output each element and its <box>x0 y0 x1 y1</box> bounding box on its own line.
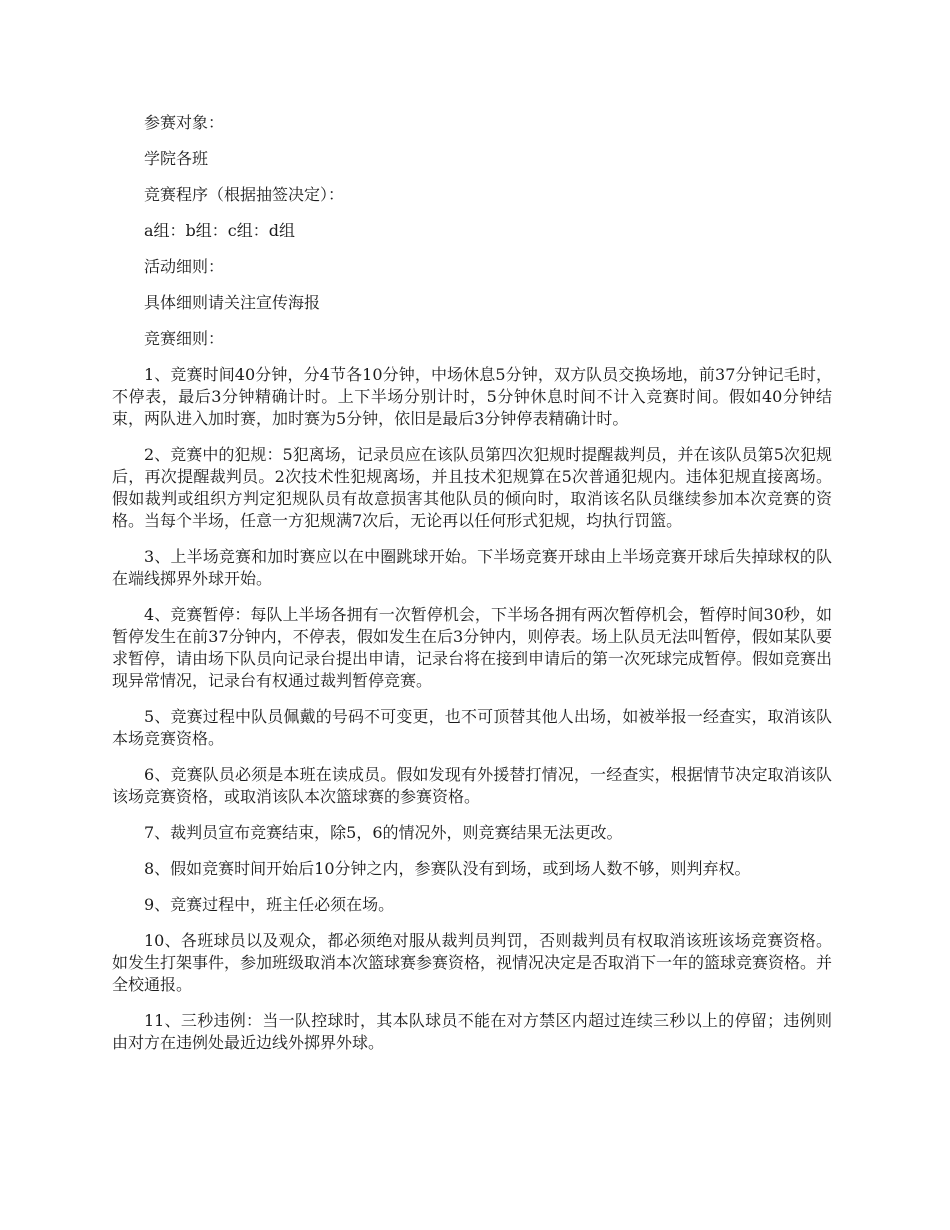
rule-paragraph-1: 1、竞赛时间40分钟，分4节各10分钟，中场休息5分钟，双方队员交换场地，前37分钟记毛时，不停表，最后3分钟精确计时。上下半场分别计时，5分钟休息时间不计入竞赛时间。假如40分钟结束，两队进入加时赛，加时赛为5分钟，依旧是最后3分钟停表精确计时。 <box>112 365 832 428</box>
participants-value: 学院各班 <box>144 149 209 168</box>
heading-competition-rules: 竞赛细则： <box>144 329 225 348</box>
rule-paragraph-4: 4、竞赛暂停：每队上半场各拥有一次暂停机会，下半场各拥有两次暂停机会，暂停时间30秒，如暂停发生在前37分钟内，不停表，假如发生在后3分钟内，则停表。场上队员无法叫暂停，假如某队要求暂停，请由场下队员向记录台提出申请，记录台将在接到申请后的第一次死球完成暂停。假如竞赛出现异常情况，记录台有权通过裁判暂停竞赛。 <box>112 605 833 690</box>
rule-paragraph-7: 7、裁判员宣布竞赛结束，除5，6的情况外，则竞赛结果无法更改。 <box>144 823 623 842</box>
heading-activity-details: 活动细则： <box>144 257 225 276</box>
activity-details-value: 具体细则请关注宣传海报 <box>144 293 321 312</box>
heading-participants: 参赛对象： <box>144 113 225 132</box>
rule-paragraph-5: 5、竞赛过程中队员佩戴的号码不可变更，也不可顶替其他人出场，如被举报一经查实，取消该队本场竞赛资格。 <box>112 707 832 748</box>
rule-paragraph-10: 10、各班球员以及观众，都必须绝对服从裁判员判罚，否则裁判员有权取消该班该场竞赛资格。如发生打架事件，参加班级取消本次篮球赛参赛资格，视情况决定是否取消下一年的篮球竞赛资格。并全校通报。 <box>112 931 833 994</box>
rule-paragraph-3: 3、上半场竞赛和加时赛应以在中圈跳球开始。下半场竞赛开球由上半场竞赛开球后失掉球权的队在端线掷界外球开始。 <box>112 547 832 588</box>
rule-paragraph-11: 11、三秒违例：当一队控球时，其本队球员不能在对方禁区内超过连续三秒以上的停留；违例则由对方在违例处最近边线外掷界外球。 <box>112 1011 832 1052</box>
groups-line: a组：b组：c组：d组 <box>144 221 295 240</box>
heading-procedure: 竞赛程序（根据抽签决定）： <box>144 185 345 204</box>
rule-paragraph-2: 2、竞赛中的犯规：5犯离场，记录员应在该队员第四次犯规时提醒裁判员，并在该队员第5次犯规后，再次提醒裁判员。2次技术性犯规离场，并且技术犯规算在5次普通犯规内。违体犯规直接离场。假如裁判或组织方判定犯规队员有故意损害其他队员的倾向时，取消该名队员继续参加本次竞赛的资格。当每个半场，任意一方犯规满7次后，无论再以任何形式犯规，均执行罚篮。 <box>112 445 832 530</box>
rule-paragraph-8: 8、假如竞赛时间开始后10分钟之内，参赛队没有到场，或到场人数不够，则判弃权。 <box>144 859 751 878</box>
document-body <box>112 112 832 1068</box>
rule-paragraph-9: 9、竞赛过程中，班主任必须在场。 <box>144 895 395 914</box>
rule-paragraph-6: 6、竞赛队员必须是本班在读成员。假如发现有外援替打情况，一经查实，根据情节决定取消该队该场竞赛资格，或取消该队本次篮球赛的参赛资格。 <box>112 765 832 806</box>
